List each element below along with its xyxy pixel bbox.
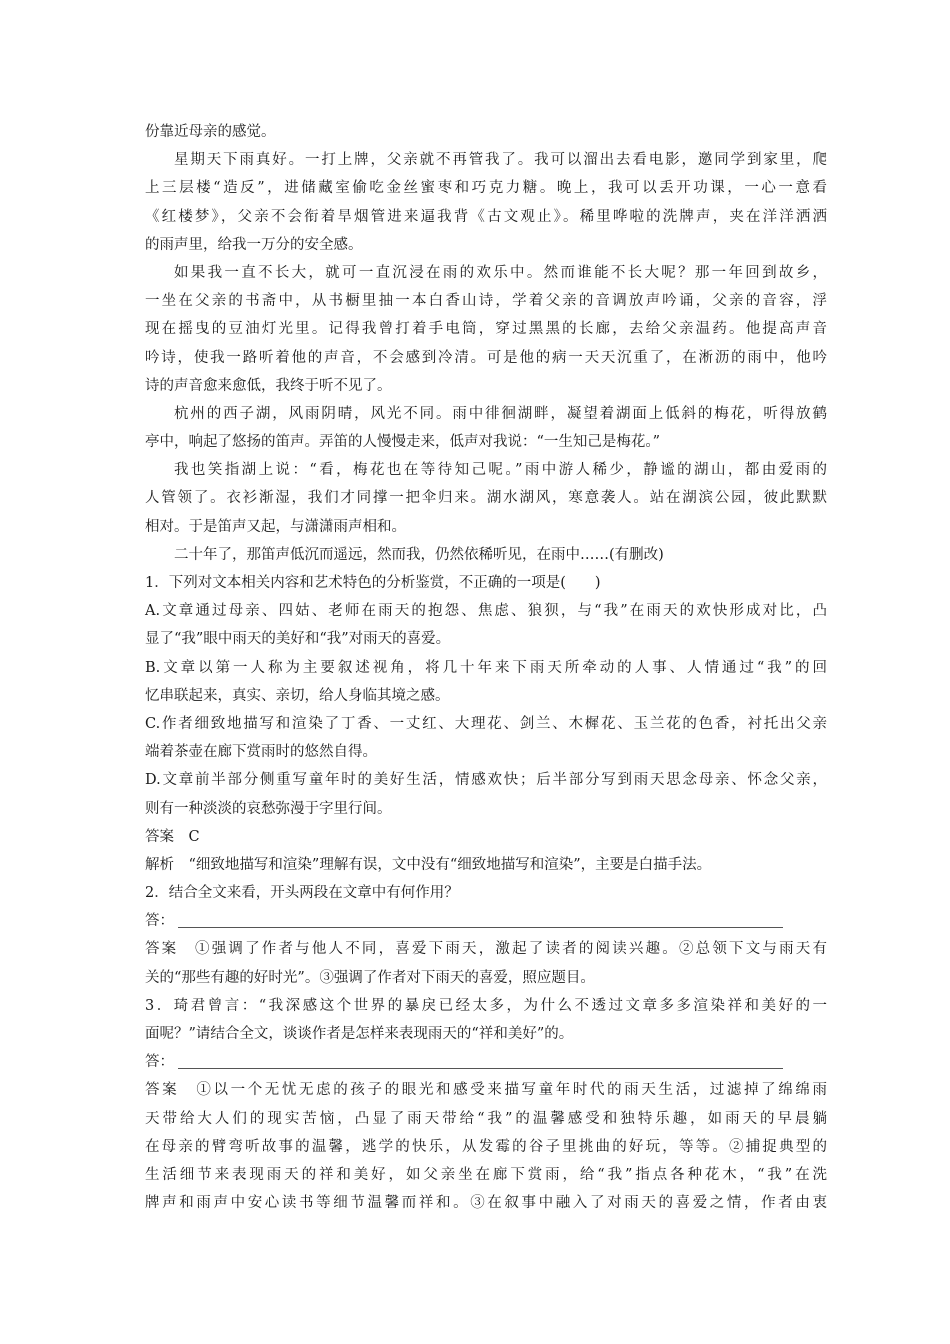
document-page	[145, 118, 827, 1217]
passage-line: 人管领了。衣衫渐湿，我们才同撑一把伞归来。湖水湖风，寒意袭人。站在湖滨公园，彼此默默	[145, 490, 827, 507]
stem-line: 面呢？”请结合全文，谈谈作者是怎样来表现雨天的“祥和美好”的。	[145, 1026, 574, 1042]
answer-line: 天带给大人们的现实苦恼，凸显了雨天带给“我”的温馨感受和独特乐趣，如雨天的早晨躺	[145, 1110, 827, 1127]
passage-line: 《红楼梦》，父亲不会衔着旱烟管进来逼我背《古文观止》。稀里哗啦的洗牌声，夹在洋洋洒洒	[145, 208, 827, 225]
passage-paragraph	[145, 400, 827, 456]
question-2-stem: 2．结合全文来看，开头两段在文章中有何作用？	[145, 885, 459, 902]
option-line: C.作者细致地描写和渲染了丁香、一丈红、大理花、剑兰、木樨花、玉兰花的色香，衬托出父亲	[145, 715, 827, 732]
passage-line: 相对。于是笛声又起，与潇潇雨声相和。	[145, 518, 406, 535]
passage-line: 吟诗，使我一路听着他的声音，不会感到冷清。可是他的病一天天沉重了，在淅沥的雨中，他吟	[145, 349, 827, 366]
answer-line: 牌声和雨声中安心读书等细节温馨而祥和。③在叙事中融入了对雨天的喜爱之情，作者由衷	[145, 1195, 827, 1212]
question-2-answer-blank	[145, 907, 827, 935]
question-1-answer: 答案 C	[145, 828, 200, 845]
question-1-stem: 1．下列对文本相关内容和艺术特色的分析鉴赏，不正确的一项是( )	[145, 575, 601, 591]
passage-line: 亭中，响起了悠扬的笛声。弄笛的人慢慢走来，低声对我说：“一生知己是梅花。”	[145, 434, 661, 451]
passage-line: 如果我一直不长大，就可一直沉浸在雨的欢乐中。然而谁能不长大呢？那一年回到故乡，	[174, 264, 827, 281]
option-d	[145, 766, 827, 822]
answer-blank-label: 答：	[145, 913, 174, 930]
option-c	[145, 710, 827, 766]
stem-line: 3．琦君曾言：“我深感这个世界的暴戾已经太多，为什么不透过文章多多渲染祥和美好的一	[145, 997, 827, 1014]
option-line: D.文章前半部分侧重写童年时的美好生活，情感欢快；后半部分写到雨天思念母亲、怀念父亲，	[145, 772, 827, 789]
option-line: B.文章以第一人称为主要叙述视角，将几十年来下雨天所牵动的人事、人情通过“我”的回	[145, 659, 827, 676]
option-line: 端着茶壶在廊下赏雨时的悠然自得。	[145, 744, 377, 761]
passage-paragraph	[145, 456, 827, 541]
passage-line: 份靠近母亲的感觉。	[145, 124, 276, 140]
passage-line: 上三层楼“造反”，进储藏室偷吃金丝蜜枣和巧克力糖。晚上，我可以丢开功课，一心一意看	[145, 180, 827, 197]
answer-line: 生活细节来表现雨天的祥和美好，如父亲坐在廊下赏雨，给“我”指点各种花木，“我”在洗	[145, 1166, 827, 1183]
answer-blank-label: 答：	[145, 1054, 174, 1071]
passage-line: 星期天下雨真好。一打上牌，父亲就不再管我了。我可以溜出去看电影，邀同学到家里，爬	[174, 152, 827, 169]
passage-line: 的雨声里，给我一万分的安全感。	[145, 236, 363, 253]
option-line: 显了“我”眼中雨天的美好和“我”对雨天的喜爱。	[145, 631, 451, 648]
option-line: 则有一种淡淡的哀愁弥漫于字里行间。	[145, 800, 392, 817]
passage-line: 我也笑指湖上说：“看，梅花也在等待知己呢。”雨中游人稀少，静谧的湖山，都由爱雨的	[174, 462, 827, 479]
passage-line: 一坐在父亲的书斋中，从书橱里抽一本白香山诗，学着父亲的音调放声吟诵，父亲的音容，浮	[145, 293, 827, 310]
question-3-answer-blank	[145, 1048, 827, 1076]
question-2-answer	[145, 935, 827, 991]
answer-line: 答案 ①以一个无忧无虑的孩子的眼光和感受来描写童年时代的雨天生活，过滤掉了绵绵雨	[145, 1082, 827, 1099]
answer-blank-line	[178, 1068, 783, 1069]
answer-line: 关的“那些有趣的好时光”。③强调了作者对下雨天的喜爱，照应题目。	[145, 969, 595, 986]
answer-line: 答案 ①强调了作者与他人不同，喜爱下雨天，激起了读者的阅读兴趣。②总领下文与雨天有	[145, 941, 827, 958]
option-line: 忆串联起来，真实、亲切，给人身临其境之感。	[145, 687, 450, 704]
passage-paragraph	[145, 146, 827, 259]
option-b	[145, 654, 827, 710]
passage-line: 杭州的西子湖，风雨阴晴，风光不同。雨中徘徊湖畔，凝望着湖面上低斜的梅花，听得放鹤	[174, 405, 827, 422]
question-3-stem	[145, 992, 827, 1048]
question-1-analysis: 解析 “细致地描写和渲染”理解有误，文中没有“细致地描写和渲染”，主要是白描手法。	[145, 856, 712, 873]
passage-line: 现在摇曳的豆油灯光里。记得我曾打着手电筒，穿过黑黑的长廊，去给父亲温药。他提高声音	[145, 321, 827, 338]
question-3-answer	[145, 1076, 827, 1217]
option-line: A.文章通过母亲、四姑、老师在雨天的抱怨、焦虑、狼狈，与“我”在雨天的欢快形成对比，凸	[145, 603, 827, 620]
passage-line: 二十年了，那笛声低沉而遥远，然而我，仍然依稀听见，在雨中……(有删改)	[174, 546, 664, 563]
passage-line: 诗的声音愈来愈低，我终于听不见了。	[145, 377, 392, 394]
answer-line: 在母亲的臂弯听故事的温馨，逃学的快乐，从发霉的谷子里挑曲的好玩，等等。②捕捉典型的	[145, 1138, 827, 1155]
option-a	[145, 597, 827, 653]
passage-paragraph	[145, 259, 827, 400]
answer-blank-line	[178, 927, 783, 928]
